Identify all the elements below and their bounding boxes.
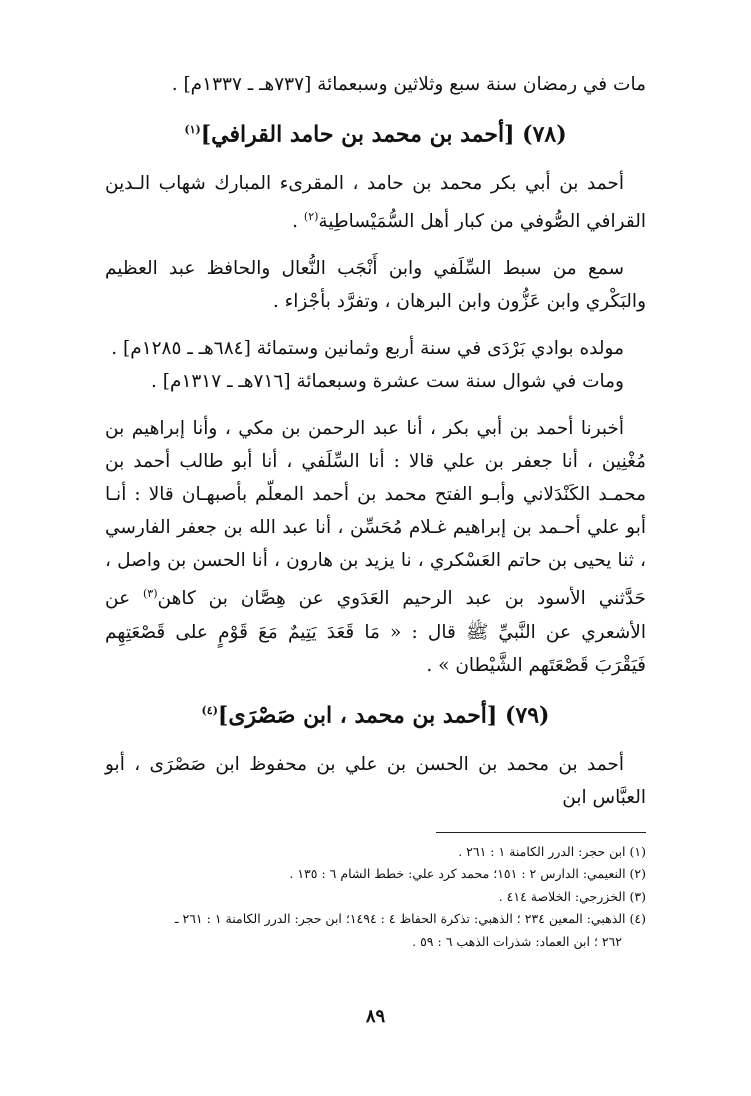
entry-79-intro: أحمد بن محمد بن الحسن بن علي بن محفوظ ابن صَصْرَى ، أبو العبَّاس ابن — [105, 753, 646, 808]
footnote-ref-3: (٣) — [143, 587, 158, 601]
footnote-4-continued: ٢٦٢ ؛ ابن العماد: شذرات الذهب ٦ : ٥٩ . — [412, 933, 622, 949]
entry-heading-79 — [105, 696, 646, 730]
entry-78-teachers: سمع من سبط السِّلَفي وابن أَنْجَب النُّعال والحافظ عبد العظيم والبَكْري وابن عَزُّون وابن البرهان ، وتفرَّد بأجْزاء . — [105, 258, 646, 313]
footnote-ref-4: (٤) — [201, 703, 218, 717]
footnote-ref-1: (١) — [184, 123, 201, 136]
entry-heading-79-text: (٧٩) [أحمد بن محمد ، ابن صَصْرَى] — [217, 701, 550, 728]
footnote-2: (٢) النعيمي: الدارس ٢ : ١٥١؛ محمد كرد علي: خطط الشام ٦ : ١٣٥ . — [289, 866, 646, 882]
footnote-3: (٣) الخزرجي: الخلاصة ٤١٤ . — [498, 888, 646, 904]
entry-78-intro: أحمد بن أبي بكر محمد بن حامد ، المقرىء المبارك شهاب الـدين القرافي الصُّوفي من كبار أهل السُّمَيْساطِية$^{(٢)}$ . — [105, 173, 646, 233]
entry-78-matn: عن الأشعري عن النَّبيِّ ﷺ قال : « مَا قَعَدَ يَتِيمٌ مَعَ قَوْمٍ على قَصْعَتِهِم فَيَقْرَبَ قَصْعَتَهم الشَّيْطان » . — [105, 588, 646, 676]
entry-heading-78 — [105, 115, 646, 149]
footnote-ref-2: (٢) — [303, 210, 319, 224]
footnote-4: (٤) الذهبي: المعين ٢٣٤ ؛ الذهبي: تذكرة الحفاظ ٤ : ١٤٩٤؛ ابن حجر: الدرر الكامنة ١ : ٢٦١ ـ — [174, 911, 646, 927]
footnote-1: (١) ابن حجر: الدرر الكامنة ١ : ٢٦١ . — [458, 843, 646, 859]
death-date-line: مات في رمضان سنة سبع وثلاثين وسبعمائة [٧٣٧هـ ـ ١٣٣٧م] . — [171, 74, 646, 95]
entry-78-death: ومات في شوال سنة ست عشرة وسبعمائة [٧١٦هـ ـ ١٣١٧م] . — [151, 371, 624, 393]
page-number: ٨٩ — [365, 1006, 386, 1027]
footnotes — [105, 841, 646, 954]
entry-heading-78-text: (٧٨) [أحمد بن محمد بن حامد القرافي] — [200, 121, 567, 148]
entry-78-birth: مولده بوادي بَرْدَى في سنة أربع وثمانين وستمائة [٦٨٤هـ ـ ١٢٨٥م] . — [111, 338, 624, 360]
entry-78-isnad: أخبرنا أحمد بن أبي بكر ، أنا عبد الرحمن بن مكي ، وأنا إبراهيم بن مُغْنِين ، أنا جعفر بن علي قالا : أنا السِّلَفي ، أنا أبو طالب أحمد بن محمـد الكَنْدَلاني وأبـو الفتح محمد بن أحمد المعلّم بأصبهـان قالا : أنـا أبو علي أحـمد بن إبراهيم غـلام مُحَسِّن ، أنا عبد الله بن جعفر الفارسي ، ثنا يحيى بن حاتم العَسْكري ، نا يزيد بن هارون ، أنا الحسن بن واصل ، حَدَّثني الأسود بن عبد الرحيم العَدَوي عن هِصَّان بن كاهن — [105, 418, 646, 610]
footnote-divider — [436, 832, 646, 833]
entry-78-intro-text: أحمد بن أبي بكر محمد بن حامد ، المقرىء المبارك شهاب الـدين القرافي الصُّوفي من كبار أهل السُّمَيْساطِية — [105, 173, 646, 233]
entry-78-hadith — [105, 412, 646, 681]
